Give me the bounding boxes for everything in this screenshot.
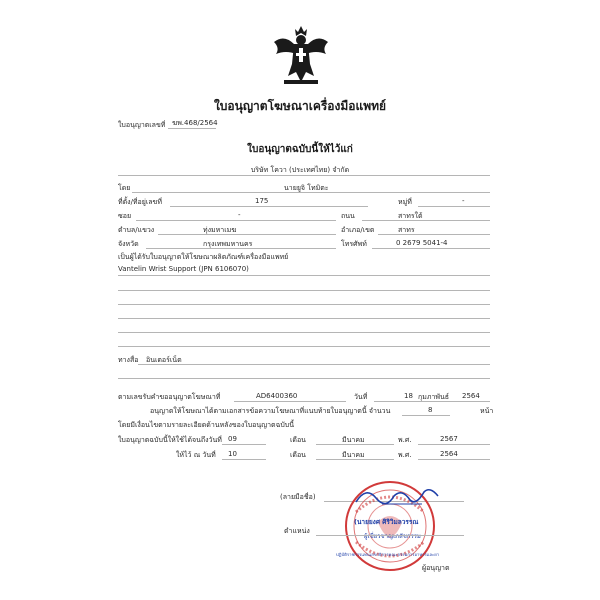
issued-year-rule bbox=[418, 459, 490, 460]
document-subtitle: ใบอนุญาตฉบับนี้ให้ไว้แก่ bbox=[247, 144, 353, 155]
road-value: สาทรใต้ bbox=[398, 212, 423, 220]
valid-year-label: พ.ศ. bbox=[398, 436, 412, 444]
subdistrict-label: ตำบล/แขวง bbox=[118, 226, 155, 234]
signer-department: ปฏิบัติราชการแทนเลขาธิการคณะกรรมการอาหารและยา bbox=[336, 552, 440, 557]
by-rule bbox=[132, 192, 490, 193]
province-rule bbox=[146, 248, 336, 249]
subdistrict-value: ทุ่งมหาเมฆ bbox=[203, 226, 237, 234]
conditions-text: โดยมีเงื่อนไขตามรายละเอียดด้านหลังของใบอนุญาตฉบับนี้ bbox=[118, 421, 295, 429]
valid-month-rule bbox=[316, 444, 394, 445]
issued-day: 10 bbox=[228, 450, 237, 458]
license-no-label: ใบอนุญาตเลขที่ bbox=[118, 121, 166, 129]
moo-rule bbox=[418, 206, 490, 207]
valid-year: 2567 bbox=[440, 435, 458, 443]
request-no: AD6400360 bbox=[256, 392, 298, 400]
soi-rule bbox=[136, 220, 336, 221]
document-title: ใบอนุญาตโฆษณาเครื่องมือแพทย์ bbox=[213, 99, 387, 113]
request-date-rule bbox=[374, 401, 490, 402]
issued-label: ให้ไว้ ณ วันที่ bbox=[176, 451, 216, 459]
company-name: บริษัท โควา (ประเทศไทย) จำกัด bbox=[250, 166, 350, 174]
valid-until-label: ใบอนุญาตฉบับนี้ให้ใช้ได้จนถึงวันที่ bbox=[118, 436, 222, 444]
blank-rule bbox=[118, 332, 490, 333]
company-rule bbox=[118, 175, 490, 176]
pages-count-rule bbox=[402, 415, 450, 416]
district-value: สาทร bbox=[398, 226, 415, 234]
subdistrict-rule bbox=[158, 234, 336, 235]
province-label: จังหวัด bbox=[118, 240, 139, 248]
signer-title: ผู้เชี่ยวชาญเภสัชกรรม bbox=[364, 533, 421, 540]
address-no-label: ที่ตั้ง/ที่อยู่เลขที่ bbox=[118, 198, 162, 206]
license-no-rule bbox=[168, 128, 216, 129]
request-no-label: ตามเลขรับคำขออนุญาตโฆษณาที่ bbox=[118, 393, 221, 401]
issued-day-rule bbox=[222, 459, 266, 460]
phone-rule bbox=[372, 248, 490, 249]
valid-month: มีนาคม bbox=[342, 436, 365, 444]
blank-rule bbox=[118, 346, 490, 347]
approval-text: อนุญาตให้โฆษณาได้ตามเอกสารข้อความโฆษณาที่แนบท้ายใบอนุญาตนี้ จำนวน bbox=[150, 407, 391, 415]
position-label: ตำแหน่ง bbox=[284, 527, 310, 535]
moo-value: - bbox=[462, 197, 465, 205]
request-no-rule bbox=[234, 401, 346, 402]
road-label: ถนน bbox=[341, 212, 355, 220]
signature-label: (ลายมือชื่อ) bbox=[280, 493, 316, 501]
media-value: อินเตอร์เน็ต bbox=[146, 356, 182, 364]
blank-rule bbox=[118, 304, 490, 305]
license-no: ฆพ.468/2564 bbox=[172, 119, 218, 127]
request-date-year: 2564 bbox=[462, 392, 480, 400]
district-label: อำเภอ/เขต bbox=[341, 226, 375, 234]
by-label: โดย bbox=[118, 184, 131, 192]
request-date-label: วันที่ bbox=[354, 393, 368, 401]
media-rule bbox=[138, 364, 490, 365]
position-rule bbox=[316, 535, 464, 536]
issued-month-label: เดือน bbox=[290, 451, 306, 459]
blank-rule bbox=[118, 290, 490, 291]
permit-description: เป็นผู้ได้รับใบอนุญาตให้โฆษณาผลิตภัณฑ์เครื่องมือแพทย์ bbox=[118, 253, 289, 261]
valid-day: 09 bbox=[228, 435, 237, 443]
product-rule bbox=[118, 275, 490, 276]
phone-value: 0 2679 5041-4 bbox=[396, 239, 448, 247]
garuda-emblem bbox=[270, 20, 332, 88]
request-date-month: กุมภาพันธ์ bbox=[418, 393, 450, 401]
road-rule bbox=[362, 220, 490, 221]
blank-rule bbox=[118, 318, 490, 319]
phone-label: โทรศัพท์ bbox=[341, 240, 367, 248]
licensor-label: ผู้อนุญาต bbox=[422, 564, 450, 572]
pages-count: 8 bbox=[428, 406, 433, 414]
media-label: ทางสื่อ bbox=[118, 356, 139, 364]
blank-rule bbox=[118, 378, 490, 379]
soi-label: ซอย bbox=[118, 212, 132, 220]
valid-month-label: เดือน bbox=[290, 436, 306, 444]
by-name: นายยูจิ โทมิตะ bbox=[284, 184, 329, 192]
valid-year-rule bbox=[418, 444, 490, 445]
product-name: Vantelin Wrist Support (JPN 6106070) bbox=[118, 265, 249, 273]
address-no: 175 bbox=[255, 197, 269, 205]
issued-month-rule bbox=[316, 459, 394, 460]
issued-year: 2564 bbox=[440, 450, 458, 458]
address-no-rule bbox=[170, 206, 368, 207]
soi-value: - bbox=[238, 211, 241, 219]
valid-day-rule bbox=[222, 444, 266, 445]
issued-month: มีนาคม bbox=[342, 451, 365, 459]
moo-label: หมู่ที่ bbox=[398, 198, 412, 206]
issued-year-label: พ.ศ. bbox=[398, 451, 412, 459]
pages-unit: หน้า bbox=[480, 407, 494, 415]
province-value: กรุงเทพมหานคร bbox=[203, 240, 253, 248]
request-date-day: 18 bbox=[404, 392, 413, 400]
signer-name: (นายยงศ ศิริวิมลวรรณ bbox=[354, 518, 419, 526]
handwritten-signature bbox=[352, 484, 442, 510]
district-rule bbox=[378, 234, 490, 235]
